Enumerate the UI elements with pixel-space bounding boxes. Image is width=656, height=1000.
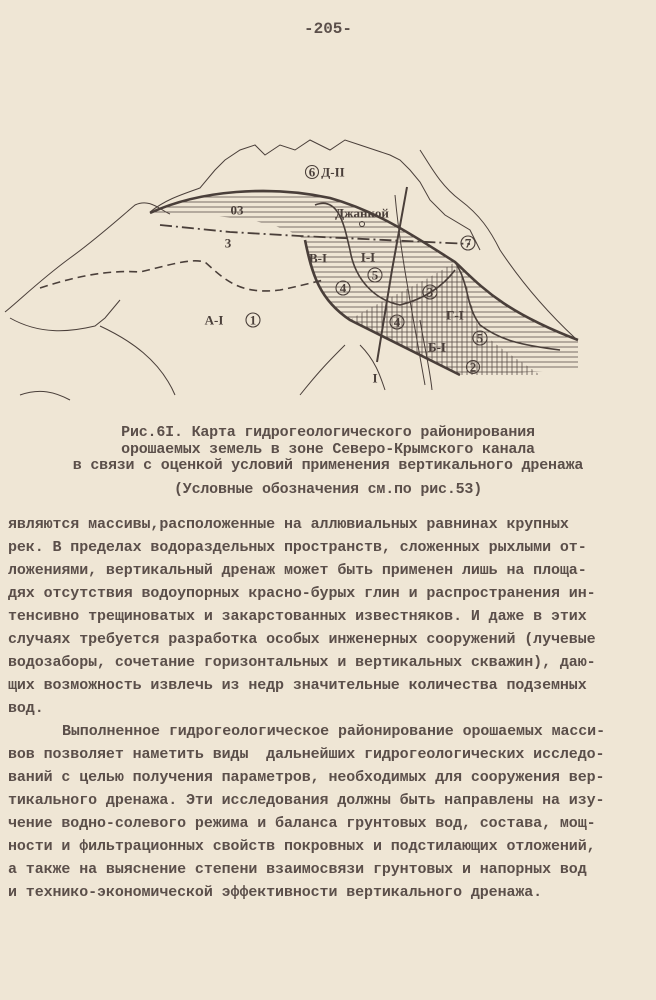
map-label: В-I <box>308 250 328 266</box>
coastline-south <box>10 300 175 395</box>
map-label: Г-I <box>446 307 464 323</box>
text-line: вод. <box>8 700 44 717</box>
map-label: 6 <box>308 164 316 180</box>
map-label: I-I <box>360 249 376 265</box>
coastline-west <box>5 203 170 312</box>
body-text <box>8 513 605 904</box>
text-line: случаях требуется разработка особых инженерных сооружений (лучевые <box>8 631 596 648</box>
text-line: а также на выяснение степени взаимосвязи грунтовых и напорных вод <box>8 861 587 878</box>
map-label: 1 <box>249 312 257 328</box>
text-line: дях отсутствия водоупорных красно-бурых глин и распространения ин- <box>8 585 596 602</box>
map-label: 03 <box>230 202 244 218</box>
text-line: ности и фильтрационных свойств покровных и подстилающих отложений, <box>8 838 596 855</box>
map-label: А-I <box>204 312 224 328</box>
map-label: Б-I <box>428 339 446 355</box>
figure-caption-line: орошаемых земель в зоне Северо-Крымского канала <box>121 441 535 458</box>
text-line: и технико-экономической эффективности вертикального дренажа. <box>8 884 543 901</box>
text-line: тенсивно трещиноватых и закарстованных известняков. И даже в этих <box>8 608 587 625</box>
figure-caption-line: в связи с оценкой условий применения вертикального дренажа <box>72 457 584 474</box>
text-line: Выполненное гидрогеологическое районирование орошаемых масси- <box>62 723 605 740</box>
map-label: 3 <box>224 235 232 251</box>
text-line: водозаборы, сочетание горизонтальных и вертикальных скважин), даю- <box>8 654 596 671</box>
text-line: рек. В пределах водораздельных пространств, сложенных рыхлыми от- <box>8 539 587 556</box>
map-label: 5 <box>476 330 484 346</box>
figure-note: (Условные обозначения см.по рис.53) <box>173 481 483 498</box>
page-number: -205- <box>303 20 352 38</box>
map-label: Д-II <box>321 164 345 180</box>
text-line: ложениями, вертикальный дренаж может быть применен лишь на площа- <box>8 562 587 579</box>
text-line: щих возможность извлечь из недр значительные количества подземных <box>8 677 587 694</box>
map-city-label: Джанкой <box>335 205 389 221</box>
hydrogeological-map <box>0 100 656 410</box>
text-line: ваний с целью получения параметров, необходимых для сооружения вер- <box>8 769 605 786</box>
text-line: являются массивы,расположенные на аллювиальных равнинах крупных <box>8 516 569 533</box>
figure-caption-line: Рис.6I. Карта гидрогеологического районирования <box>121 424 535 441</box>
map-label: 5 <box>371 267 379 283</box>
map-label: 7 <box>464 235 472 251</box>
canal-dashed <box>40 261 323 291</box>
map-label: I <box>372 370 378 386</box>
map-label: 4 <box>393 314 401 330</box>
text-line: вов позволяет наметить виды дальнейших гидрогеологических исследо- <box>8 746 605 763</box>
map-label: 2 <box>469 359 477 375</box>
text-line: тикального дренажа. Эти исследования должны быть направлены на изу- <box>8 792 605 809</box>
map-label: 3 <box>426 284 434 300</box>
map-label: 4 <box>339 280 347 296</box>
text-line: чение водно-солевого режима и баланса грунтовых вод, состава, мощ- <box>8 815 596 832</box>
